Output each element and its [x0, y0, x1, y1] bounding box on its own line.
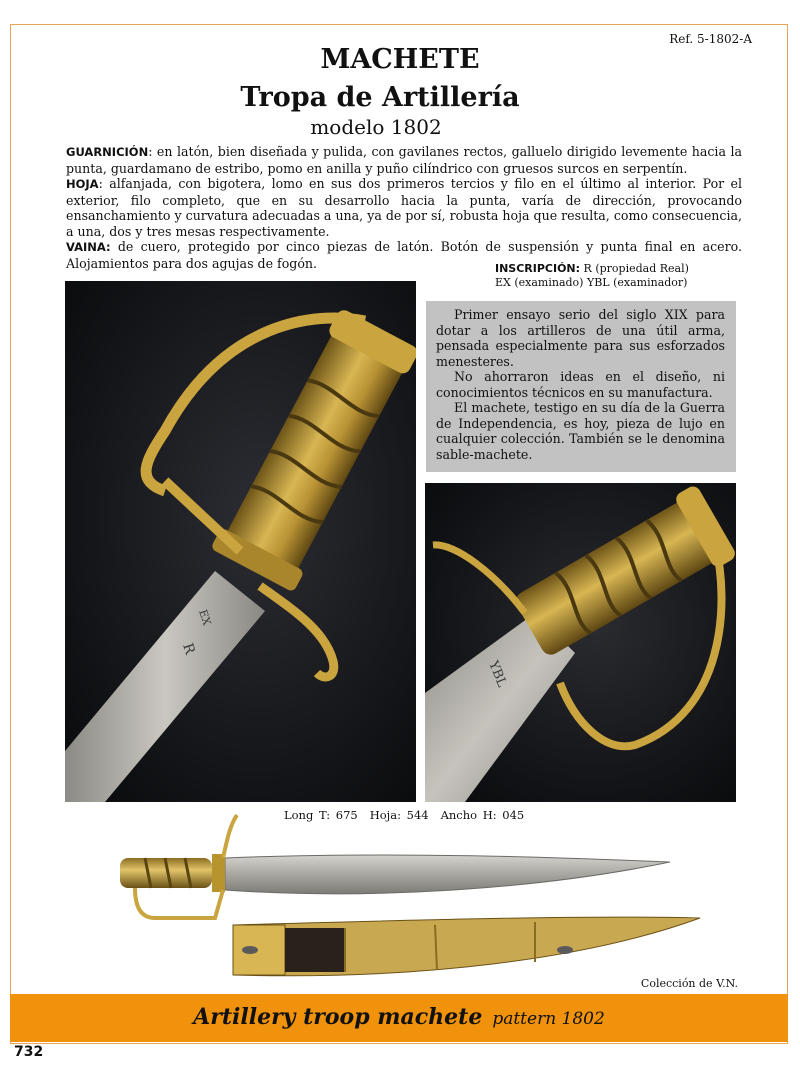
- grip-2: [509, 484, 736, 665]
- vaina-text: de cuero, protegido por cinco piezas de latón. Botón de suspensión y punta final en acero. Alojamientos para dos agujas de fogón.: [66, 239, 742, 271]
- full-sword-drawing: [115, 810, 715, 985]
- quillon: [260, 586, 334, 677]
- sidebar-paragraph-1: Primer ensayo serio del siglo XIX para dotar a los artilleros de una útil arma, pensada especialmente para sus esforzados menesteres.: [436, 307, 725, 369]
- hoja-text: : alfanjada, con bigotera, lomo en sus dos primeros tercios y filo en el último al interior. Por el exterior, filo completo, que en su desarrollo hacia la punta, varía de dirección, provocando ensanchamiento y curvatura adecuadas a una, ya de por sí, robusta hoja que resulta, como consecuencia, a una, dos y tres mesas respectivamente.: [66, 176, 742, 239]
- blade-mark-r: R: [179, 641, 198, 657]
- scabbard-throat: [233, 925, 285, 975]
- dimension-ancho: Ancho H: 045: [440, 808, 525, 822]
- inscription-label: INSCRIPCIÓN:: [495, 262, 581, 275]
- page-number: 732: [14, 1044, 44, 1060]
- collection-credit: Colección de V.N.: [640, 977, 738, 990]
- dimension-long: Long T: 675: [284, 808, 358, 822]
- hilt-photo-large: [65, 281, 416, 802]
- full-quillon: [223, 815, 237, 858]
- hoja-paragraph: [66, 176, 742, 239]
- full-guard: [135, 888, 223, 918]
- model-year: modelo 1802: [310, 115, 442, 139]
- blade-mark-ybl: YBL: [485, 658, 510, 690]
- inscription-line1: R (propiedad Real): [580, 262, 689, 275]
- blade-mark-ex: EX: [196, 607, 214, 628]
- history-sidebar: [426, 301, 736, 472]
- vaina-label: VAINA:: [66, 240, 111, 254]
- scabbard-leather: [285, 928, 345, 972]
- inscription-note: [495, 262, 689, 290]
- guarnicion-paragraph: [66, 144, 742, 176]
- full-blade: [225, 855, 670, 894]
- hoja-label: HOJA: [66, 177, 99, 191]
- hilt-photo-large-drawing: [65, 281, 416, 802]
- page-title: MACHETE: [320, 44, 480, 75]
- hilt-photo-small: [425, 483, 736, 802]
- guarnicion-text: : en latón, bien diseñada y pulida, con gavilanes rectos, galluelo dirigido levemente hacia la punta, guardamano de estribo, pomo en anilla y puño cilíndrico con gruesos surcos en serpentín.: [66, 144, 742, 176]
- inscription-line2: EX (examinado) YBL (examinador): [495, 276, 688, 289]
- quillon-2: [433, 545, 525, 613]
- guarnicion-label: GUARNICIÓN: [66, 145, 149, 159]
- full-sword-photo: [115, 810, 715, 985]
- english-title: Artillery troop machete: [193, 1004, 483, 1030]
- english-subtitle: pattern 1802: [492, 1009, 605, 1029]
- sidebar-paragraph-2: No ahorraron ideas en el diseño, ni conocimientos técnicos en su manufactura.: [436, 369, 725, 400]
- description-block: [66, 144, 742, 271]
- english-title-banner: [10, 994, 788, 1042]
- blade: [65, 571, 265, 802]
- sidebar-paragraph-3: El machete, testigo en su día de la Guerra de Independencia, es hoy, pieza de lujo en cualquier colección. También se le denomina sable-machete.: [436, 400, 725, 462]
- reference-code: Ref. 5-1802-A: [669, 32, 752, 46]
- page-subtitle: Tropa de Artillería: [240, 82, 520, 113]
- dimension-hoja: Hoja: 544: [369, 808, 429, 822]
- hilt-photo-small-drawing: [425, 483, 736, 802]
